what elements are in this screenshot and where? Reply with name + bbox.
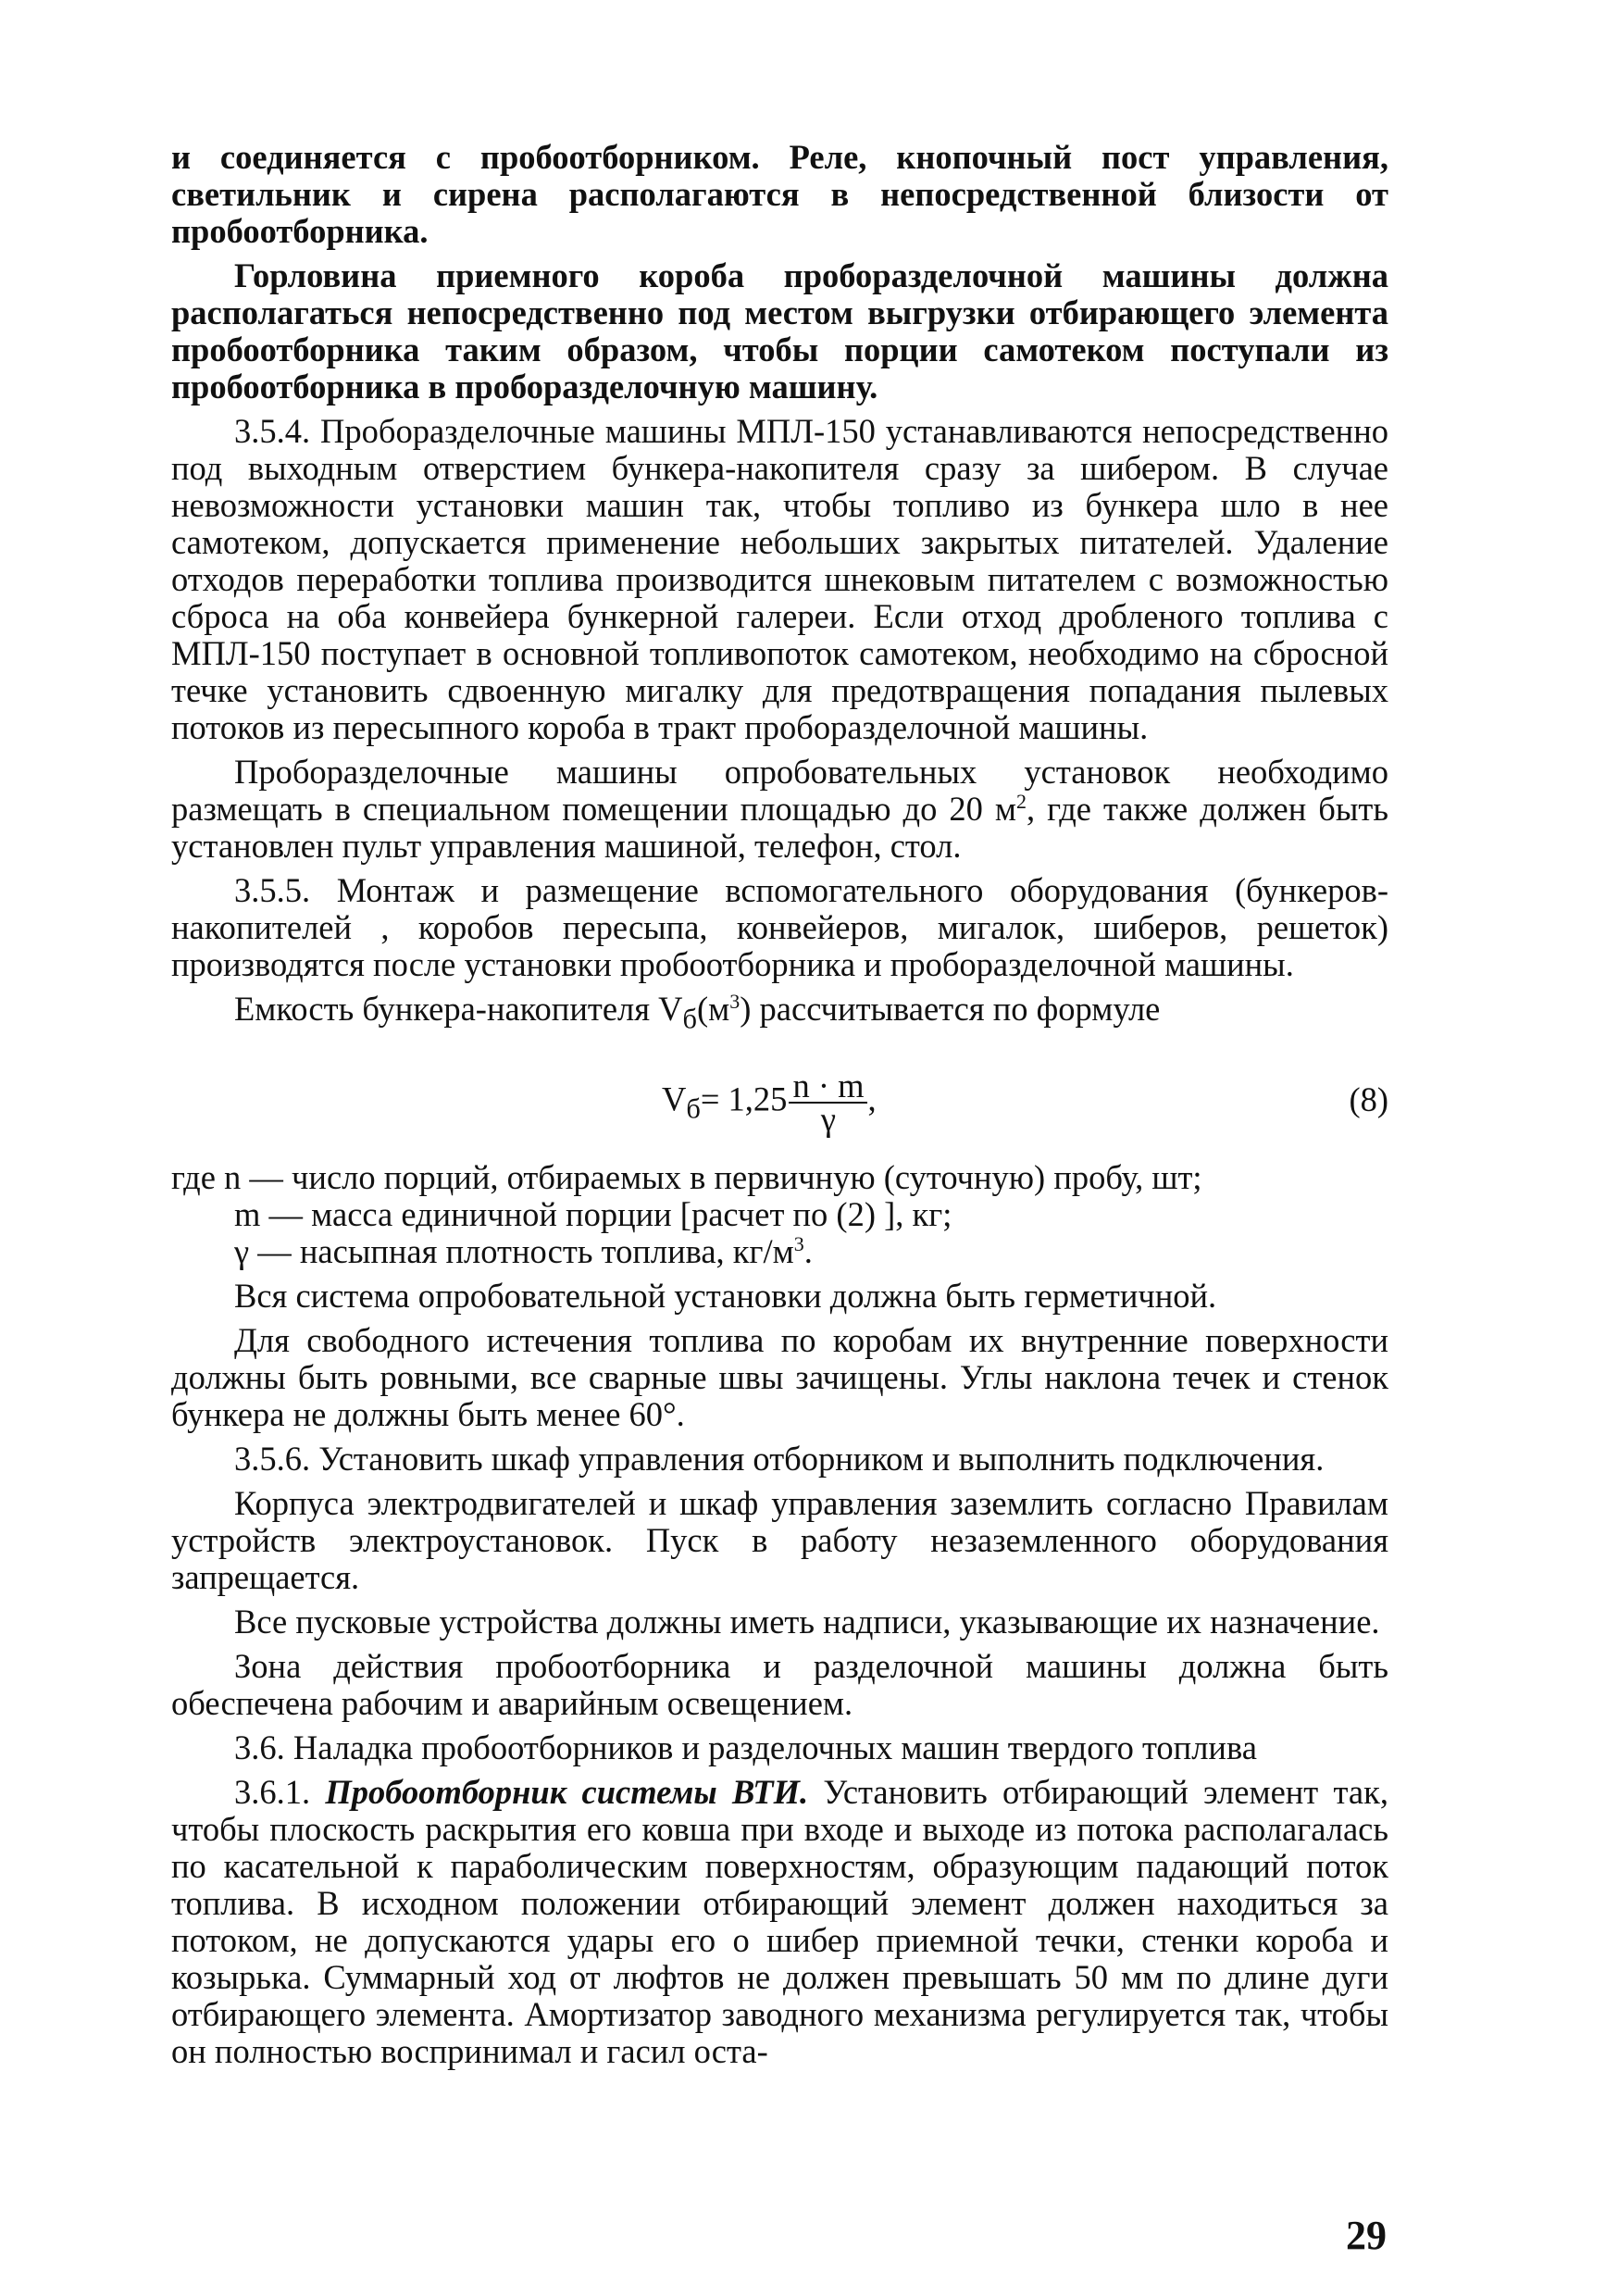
paragraph-3-5-4: 3.5.4. Проборазделочные машины МПЛ-150 устанавливаются непосредственно под выходным отверстием бункера-накопителя сразу за шибером. В случае невозможности установки машин так, чтобы топливо из бункера шло в нее самотеком, допускается применение небольших закрытых питателей. Удаление отходов переработки топлива производится шнековым питателем с возможностью сброса на оба конвейера бункерной галереи. Если отход дробленого топлива с МПЛ-150 поступает в основной топливопоток самотеком, необходимо на сбросной течке установить сдвоенную мигалку для предотвращения попадания пылевых потоков из пересыпного короба в тракт проборазделочной машины. (171, 412, 1388, 746)
page-body (171, 139, 1388, 2078)
paragraph-hermetic: Вся система опробовательной установки должна быть герметичной. (234, 1277, 1217, 1316)
definition-gamma: γ — насыпная плотность топлива, $кг/м^3$. (234, 1232, 813, 1271)
paragraph-3-5-6: 3.5.6. Установить шкаф управления отборником и выполнить подключения. (234, 1440, 1325, 1479)
formula-definitions (171, 1159, 1388, 1270)
paragraph-3-6-1: 3.6.1. Пробоотборник системы ВТИ. Установить отбирающий элемент так, чтобы плоскость раскрытия его ковша при входе и выходе из потока располагалась по касательной к параболическим поверхностям, образующим падающий поток топлива. В исходном положении отбирающий элемент должен находиться за потоком, не допускаются удары его о шибер приемной течки, стенки короба и козырька. Суммарный ход от люфтов не должен превышать 50 мм по длине дуги отбирающего элемента. Амортизатор заводного механизма регулируется так, чтобы он полностью воспринимал и гасил оста- (171, 1773, 1388, 2071)
paragraph-lighting: Зона действия пробоотборника и разделочной машины должна быть обеспечена рабочим и аварийным освещением. (171, 1647, 1388, 1723)
paragraph-capacity: Емкость бункера-накопителя $V_б(м^3)$ рассчитывается по формуле (234, 989, 1161, 1035)
page-number: 29 (1346, 2213, 1387, 2258)
paragraph-room: Проборазделочные машины опробовательных установок необходимо размещать в специальном помещении площадью до 20 $м^2$, где также должен быть установлен пульт управления машиной, телефон, стол. (171, 753, 1388, 865)
paragraph-labels: Все пусковые устройства должны иметь надписи, указывающие их назначение. (234, 1603, 1380, 1641)
paragraph-surfaces: Для свободного истечения топлива по коробам их внутренние поверхности должны быть ровными, все сварные швы зачищены. Углы наклона течек и стенок бункера не должны быть менее 60°. (171, 1321, 1388, 1434)
definition-m: m — масса единичной порции [расчет по (2) ], кг; (234, 1195, 952, 1234)
formula-fraction: $\frac{n \cdot m}{\gamma}$ (789, 1070, 867, 1135)
section-heading-3-6: 3.6. Наладка пробоотборников и разделочных машин твердого топлива (234, 1728, 1257, 1767)
paragraph-funnel: Горловина приемного короба проборазделочной машины должна располагаться непосредственно под местом выгрузки отбирающего элемента пробоотборника таким образом, чтобы порции самотеком поступали из пробоотборника в проборазделочную машину. (171, 256, 1388, 406)
formula-8 (171, 1054, 1388, 1139)
paragraph-continuation: и соединяется с пробоотборником. Реле, кнопочный пост управления, светильник и сирена располагаются в непосредственной близости от пробоотборника. (171, 138, 1388, 250)
equation-number: (8) (1349, 1080, 1388, 1119)
paragraph-grounding: Корпуса электродвигателей и шкаф управления заземлить согласно Правилам устройств электроустановок. Пуск в работу незаземленного оборудования запрещается. (171, 1484, 1388, 1597)
subsection-title: Пробоотборник системы ВТИ. (325, 1773, 809, 1812)
definition-n: где n — число порций, отбираемых в первичную (суточную) пробу, шт; (171, 1158, 1202, 1197)
paragraph-3-5-5: 3.5.5. Монтаж и размещение вспомогательного оборудования (бункеров-накопителей , коробов пересыпа, конвейеров, мигалок, шиберов, решеток) производятся после установки пробоотборника и проборазделочной машины. (171, 871, 1388, 983)
formula-expression: $V_б= 1,25$ $\frac{n \cdot m}{\gamma}$ , (662, 1067, 877, 1139)
